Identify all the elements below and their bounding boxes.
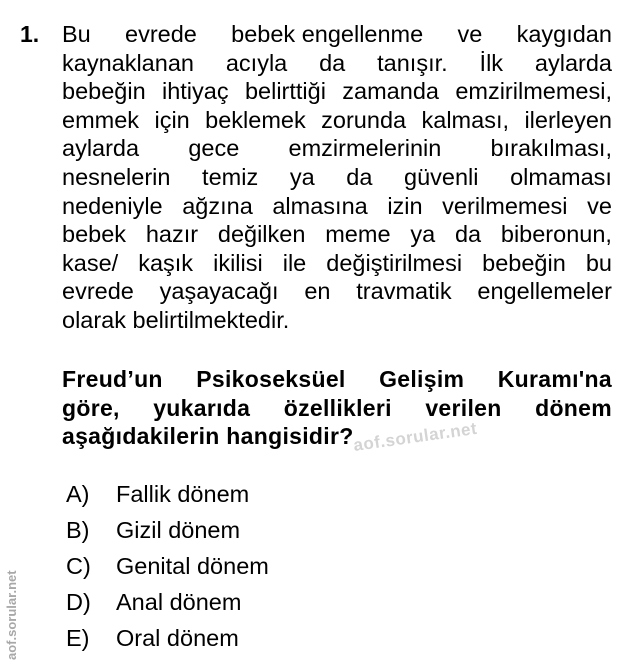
option-text: Gizil dönem — [116, 516, 241, 543]
word: tanışır. — [377, 49, 448, 76]
option-a[interactable] — [66, 476, 269, 512]
word: zorunda — [321, 106, 407, 133]
word: temiz — [202, 163, 259, 190]
word: en — [304, 278, 331, 305]
word: bebek — [62, 221, 127, 248]
word: belirttiği — [244, 78, 326, 105]
text-line — [62, 422, 612, 451]
word: ve — [587, 192, 612, 219]
word: değilken — [217, 221, 306, 248]
question-passage — [62, 20, 612, 335]
text-line — [62, 106, 612, 135]
word: İlk — [479, 49, 504, 76]
option-d[interactable] — [66, 584, 269, 620]
option-letter: A) — [66, 480, 90, 507]
word: evrede — [62, 278, 134, 305]
option-c[interactable] — [66, 548, 269, 584]
word: ya — [289, 163, 315, 190]
word: Gelişim — [379, 366, 465, 392]
watermark-side: aof.sorular.net — [4, 570, 19, 660]
word: ağzına — [182, 192, 253, 219]
word: Kuramı'na — [497, 366, 612, 392]
question-number: 1. — [20, 21, 40, 47]
option-letter: D) — [66, 588, 91, 615]
word: bebek engellenme — [231, 21, 424, 47]
text-line — [62, 365, 612, 394]
word: ya — [410, 221, 436, 248]
word: bebeğin — [482, 249, 566, 276]
word: ikilisi — [213, 249, 263, 276]
option-e[interactable] — [66, 620, 269, 656]
word: engellemeler — [477, 278, 612, 305]
text-line — [62, 220, 612, 249]
word: Psikoseksüel — [196, 366, 346, 392]
word: ile — [282, 249, 307, 276]
word: kase/ — [62, 249, 119, 276]
text-line — [62, 49, 612, 78]
word: da — [346, 163, 373, 190]
word: göre, — [62, 394, 120, 421]
word: acıyla — [225, 49, 288, 76]
word: yukarıda — [153, 394, 251, 421]
word: ihtiyaç — [161, 78, 229, 105]
word: da — [454, 221, 482, 248]
text-line — [62, 163, 612, 192]
text-line — [62, 20, 612, 49]
word: bırakılması, — [490, 135, 612, 162]
word: Bu — [62, 21, 91, 47]
watermark-center: aof.sorular.net — [352, 418, 479, 456]
word: olarak belirtilmektedir. — [62, 306, 290, 333]
option-text: Anal dönem — [116, 588, 242, 615]
word: aylarda — [62, 135, 140, 162]
word: dönem — [535, 394, 612, 421]
word: ve — [457, 21, 483, 47]
word: değiştirilmesi — [326, 249, 463, 276]
word: emzirilmemesi, — [455, 78, 612, 105]
word: aylarda — [534, 49, 612, 76]
word: kalması, — [421, 106, 510, 133]
word: yaşayacağı — [159, 278, 279, 305]
question-prompt — [62, 365, 612, 451]
word: Freud’un — [62, 366, 163, 392]
word: beklemek — [205, 106, 306, 133]
option-letter: B) — [66, 516, 90, 543]
text-line — [62, 192, 612, 221]
word: için — [154, 106, 190, 133]
option-text: Genital dönem — [116, 552, 269, 579]
word: kaygıdan — [516, 21, 612, 47]
word: emmek — [62, 106, 140, 133]
text-line — [62, 134, 612, 163]
word: da — [319, 49, 346, 76]
word: nesnelerin — [62, 163, 171, 190]
word: ilerleyen — [524, 106, 612, 133]
word: izin — [387, 192, 423, 219]
word: aşağıdakilerin hangisidir? — [62, 423, 354, 450]
word: nedeniyle — [62, 192, 163, 219]
word: kaynaklanan — [62, 49, 194, 76]
word: hazır — [145, 221, 199, 248]
word: evrede — [125, 21, 197, 47]
word: verilmemesi — [442, 192, 568, 219]
text-line — [62, 277, 612, 306]
option-letter: C) — [66, 552, 91, 579]
option-b[interactable] — [66, 512, 269, 548]
word: güvenli — [404, 163, 479, 190]
word: travmatik — [356, 278, 452, 305]
option-text: Fallik dönem — [116, 480, 250, 507]
word: biberonun, — [500, 221, 612, 248]
word: bebeğin — [62, 78, 146, 105]
word: emzirmelerinin — [288, 135, 442, 162]
word: bu — [585, 249, 612, 276]
word: meme — [325, 221, 391, 248]
word: verilen — [425, 394, 502, 421]
text-line — [62, 249, 612, 278]
word: kaşık — [138, 249, 194, 276]
word: gece — [188, 135, 240, 162]
option-text: Oral dönem — [116, 624, 239, 651]
text-line — [62, 306, 612, 335]
word: özellikleri — [283, 394, 392, 421]
option-letter: E) — [66, 624, 90, 651]
answer-options — [66, 476, 269, 656]
word: zamanda — [342, 78, 439, 105]
text-line — [62, 394, 612, 423]
word: almasına — [272, 192, 368, 219]
word: olmaması — [510, 163, 612, 190]
text-line — [62, 77, 612, 106]
